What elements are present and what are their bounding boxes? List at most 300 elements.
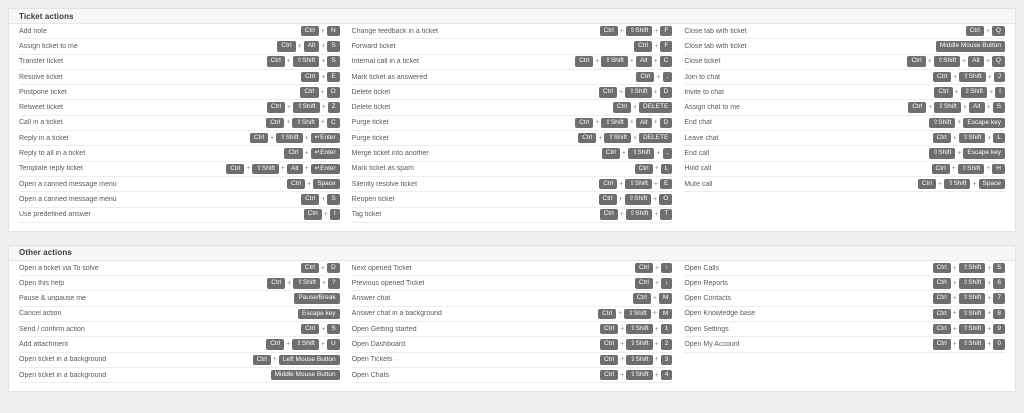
shortcut-row — [19, 55, 340, 70]
key-badge: ↵Enter — [311, 133, 340, 144]
shortcut-label: Reply to all in a ticket — [19, 150, 86, 158]
shortcut-label: Open Knowledge base — [684, 310, 756, 318]
plus-separator: + — [957, 119, 962, 127]
key-badge: Ctrl — [250, 133, 268, 144]
shortcut-label: Change feedback in a ticket — [351, 27, 439, 35]
plus-separator: + — [620, 325, 625, 333]
plus-separator: + — [304, 150, 309, 158]
shortcut-row — [684, 146, 1005, 161]
shortcut-label: End chat — [684, 119, 712, 127]
shortcut-keys — [933, 278, 1005, 289]
key-badge: ⇧Shift — [959, 72, 985, 83]
key-badge: Ctrl — [918, 179, 936, 190]
shortcut-label: Merge ticket into another — [351, 150, 429, 158]
section-title: Ticket actions — [19, 11, 74, 21]
key-badge: Ctrl — [301, 72, 319, 83]
key-badge: ⇧Shift — [959, 309, 985, 320]
key-badge: Alt — [304, 41, 320, 52]
plus-separator: + — [653, 88, 658, 96]
shortcut-label: Open ticket in a background — [19, 356, 107, 364]
key-badge: ⇧Shift — [626, 324, 652, 335]
shortcut-label: Purge ticket — [351, 134, 389, 142]
shortcut-label: Mute call — [684, 180, 713, 188]
shortcut-label: Close tab with ticket — [684, 27, 747, 35]
plus-separator: + — [619, 180, 624, 188]
shortcut-label: Use predefined answer — [19, 211, 91, 219]
shortcut-row — [684, 131, 1005, 146]
plus-separator: + — [321, 325, 326, 333]
shortcut-row — [19, 131, 340, 146]
key-badge: I — [330, 209, 340, 220]
shortcut-label: Purge ticket — [351, 119, 389, 127]
key-badge: Ctrl — [575, 118, 593, 129]
key-badge: ⇧Shift — [934, 102, 960, 113]
shortcut-keys — [250, 133, 340, 144]
plus-separator: + — [952, 310, 957, 318]
shortcut-row — [19, 337, 340, 352]
plus-separator: + — [595, 119, 600, 127]
shortcut-row — [19, 162, 340, 177]
shortcut-row — [684, 307, 1005, 322]
plus-separator: + — [654, 371, 659, 379]
shortcut-keys — [301, 194, 340, 205]
plus-separator: + — [985, 58, 990, 66]
shortcut-label: Leave chat — [684, 134, 719, 142]
key-badge: Ctrl — [267, 102, 285, 113]
plus-separator: + — [287, 104, 292, 112]
shortcut-label: Open Reports — [684, 279, 728, 287]
shortcut-row — [352, 208, 673, 223]
shortcut-keys — [600, 209, 673, 220]
key-badge: T — [660, 209, 672, 220]
plus-separator: + — [632, 104, 638, 112]
key-badge: ⇧Shift — [624, 309, 650, 320]
key-badge: E — [327, 72, 339, 83]
shortcut-row — [352, 24, 673, 39]
shortcut-label: Close tab with ticket — [684, 42, 747, 50]
plus-separator: + — [654, 279, 660, 287]
key-badge: S — [327, 194, 339, 205]
shortcut-label: Retweet ticket — [19, 104, 63, 112]
shortcut-label: Template reply ticket — [19, 165, 83, 173]
shortcut-row — [19, 208, 340, 223]
key-badge: S — [327, 41, 339, 52]
shortcut-keys — [908, 102, 1005, 113]
plus-separator: + — [952, 264, 957, 272]
key-badge: Ctrl — [277, 41, 295, 52]
key-badge: ⇧Shift — [959, 339, 985, 350]
key-badge: Ctrl — [600, 370, 618, 381]
key-badge: Ctrl — [908, 102, 926, 113]
key-badge: Ctrl — [287, 179, 305, 190]
plus-separator: + — [952, 325, 957, 333]
key-badge: Ctrl — [634, 41, 652, 52]
shortcut-keys — [602, 148, 673, 159]
plus-separator: + — [654, 27, 659, 35]
key-badge: F — [660, 26, 672, 37]
shortcut-label: Previous opened Ticket — [351, 279, 425, 287]
plus-separator: + — [280, 165, 285, 173]
plus-separator: + — [320, 88, 325, 96]
shortcut-row — [352, 100, 673, 115]
shortcut-label: Silently resolve ticket — [351, 180, 418, 188]
shortcut-row — [684, 116, 1005, 131]
shortcut-label: Pause & unpause me — [19, 295, 86, 303]
plus-separator: + — [654, 42, 659, 50]
key-badge: ⇧Shift — [625, 194, 651, 205]
plus-separator: + — [304, 165, 309, 173]
plus-separator: + — [320, 340, 325, 348]
key-badge: M — [659, 309, 672, 320]
key-badge: ? — [328, 278, 340, 289]
key-badge: Ctrl — [599, 179, 617, 190]
shortcut-label: Open a ticket via To solve — [19, 264, 99, 272]
key-badge: J — [994, 72, 1005, 83]
shortcut-row — [684, 322, 1005, 337]
shortcut-label: Add note — [19, 27, 48, 35]
key-badge: Ctrl — [613, 102, 631, 113]
key-badge: Ctrl — [267, 278, 285, 289]
shortcut-row — [352, 55, 673, 70]
shortcut-label: Open Getting started — [351, 325, 417, 333]
key-badge: Ctrl — [575, 56, 593, 67]
plus-separator: + — [987, 73, 992, 81]
plus-separator: + — [287, 279, 292, 287]
shortcut-label: Call in a ticket — [19, 119, 63, 127]
shortcut-label: Delete ticket — [351, 88, 391, 96]
plus-separator: + — [323, 211, 328, 219]
key-badge: 6 — [993, 278, 1005, 289]
key-badge: Ctrl — [933, 72, 951, 83]
plus-separator: + — [321, 195, 326, 203]
shortcut-row — [352, 261, 673, 276]
shortcut-row — [19, 100, 340, 115]
shortcut-keys — [600, 324, 672, 335]
plus-separator: + — [620, 371, 625, 379]
shortcut-label: Open Tickets — [351, 356, 393, 364]
shortcut-column — [684, 261, 1005, 353]
key-badge: ↵Enter — [311, 148, 340, 159]
plus-separator: + — [951, 165, 956, 173]
plus-separator: + — [618, 310, 623, 318]
section-title: Other actions — [19, 248, 72, 258]
shortcut-row — [352, 192, 673, 207]
shortcut-keys — [600, 26, 673, 37]
plus-separator: + — [952, 134, 957, 142]
shortcut-keys — [267, 278, 339, 289]
key-badge: ⇧Shift — [601, 118, 627, 129]
key-badge: ⇧Shift — [959, 263, 985, 274]
shortcut-keys — [575, 56, 672, 67]
plus-separator: + — [654, 325, 659, 333]
shortcut-row — [352, 85, 673, 100]
key-badge: C — [660, 56, 673, 67]
shortcut-label: End call — [684, 150, 710, 158]
plus-separator: + — [272, 356, 277, 364]
key-badge: Ctrl — [266, 339, 284, 350]
shortcut-label: Answer chat in a background — [351, 310, 442, 318]
key-badge: Ctrl — [600, 355, 618, 366]
plus-separator: + — [620, 340, 625, 348]
key-badge: Ctrl — [907, 56, 925, 67]
shortcut-keys — [600, 355, 672, 366]
shortcut-keys — [575, 118, 672, 129]
key-badge: Ctrl — [226, 164, 244, 175]
shortcut-keys — [966, 26, 1005, 37]
key-badge: ⇧Shift — [959, 324, 985, 335]
plus-separator: + — [652, 310, 657, 318]
plus-separator: + — [987, 310, 992, 318]
shortcut-row — [684, 55, 1005, 70]
shortcut-keys — [294, 293, 339, 304]
plus-separator: + — [656, 150, 661, 158]
shortcut-keys — [267, 56, 340, 67]
plus-separator: + — [928, 104, 933, 112]
shortcut-label: Reopen ticket — [351, 195, 395, 203]
shortcut-row — [19, 368, 340, 383]
plus-separator: + — [652, 295, 657, 303]
shortcut-label: Open My Account — [684, 340, 740, 348]
key-badge: ⇧Shift — [626, 209, 652, 220]
section-header — [9, 246, 1015, 261]
key-badge: Ctrl — [933, 293, 951, 304]
shortcut-keys — [907, 56, 1005, 67]
shortcut-row — [352, 368, 673, 383]
key-badge: 8 — [993, 309, 1005, 320]
shortcut-column — [19, 24, 340, 223]
plus-separator: + — [987, 279, 992, 287]
plus-separator: + — [987, 325, 992, 333]
plus-separator: + — [654, 340, 659, 348]
key-badge: ⇧Shift — [626, 339, 652, 350]
plus-separator: + — [320, 119, 325, 127]
key-badge: 5 — [993, 263, 1005, 274]
shortcut-label: Hold call — [684, 165, 712, 173]
shortcut-row — [352, 39, 673, 54]
plus-separator: + — [653, 180, 658, 188]
plus-separator: + — [621, 150, 626, 158]
key-badge: Ctrl — [304, 209, 322, 220]
shortcut-keys — [933, 133, 1005, 144]
key-badge: ⇧Shift — [626, 26, 652, 37]
key-badge: Pause/Break — [294, 293, 339, 304]
plus-separator: + — [653, 195, 658, 203]
key-badge: Ctrl — [300, 87, 318, 98]
key-badge: 2 — [661, 339, 673, 350]
plus-separator: + — [595, 58, 600, 66]
shortcut-label: Cancel action — [19, 310, 62, 318]
plus-separator: + — [986, 165, 991, 173]
plus-separator: + — [962, 58, 967, 66]
shortcut-row — [19, 261, 340, 276]
key-badge: Middle Mouse Button — [936, 41, 1005, 52]
shortcut-label: Add attachment — [19, 340, 69, 348]
key-badge: Alt — [969, 102, 985, 113]
shortcut-keys — [266, 118, 339, 129]
shortcut-row — [684, 261, 1005, 276]
plus-separator: + — [987, 295, 992, 303]
key-badge: Ctrl — [933, 309, 951, 320]
key-badge: Alt — [287, 164, 303, 175]
key-badge: O — [327, 87, 340, 98]
plus-separator: + — [952, 279, 957, 287]
section-other-actions — [8, 245, 1016, 392]
key-badge: ⇧Shift — [944, 179, 970, 190]
shortcut-keys — [635, 164, 673, 175]
shortcut-row — [684, 291, 1005, 306]
key-badge: ↑ — [661, 263, 672, 274]
key-badge: ⇧Shift — [276, 133, 302, 144]
plus-separator: + — [304, 134, 309, 142]
plus-separator: + — [286, 58, 291, 66]
key-badge: ⇧Shift — [626, 370, 652, 381]
plus-separator: + — [957, 150, 962, 158]
shortcut-label: Open a canned message menu — [19, 180, 117, 188]
shortcut-keys — [600, 339, 672, 350]
shortcut-keys — [226, 164, 339, 175]
shortcut-row — [684, 276, 1005, 291]
shortcut-keys — [633, 293, 673, 304]
shortcut-label: Assign ticket to me — [19, 42, 78, 50]
shortcut-keys — [934, 87, 1005, 98]
plus-separator: + — [953, 73, 958, 81]
section-header — [9, 9, 1015, 24]
shortcut-column — [352, 24, 673, 223]
plus-separator: + — [972, 180, 977, 188]
key-badge: Ctrl — [635, 164, 653, 175]
shortcut-label: Forward ticket — [351, 42, 396, 50]
shortcut-keys — [301, 263, 340, 274]
shortcut-keys — [301, 72, 340, 83]
shortcut-keys — [613, 102, 673, 113]
shortcut-keys — [301, 324, 340, 335]
key-badge: ⇧Shift — [959, 293, 985, 304]
key-badge: Ctrl — [600, 209, 618, 220]
shortcut-row — [684, 70, 1005, 85]
key-badge: Ctrl — [301, 263, 319, 274]
key-badge: Escape key — [298, 309, 340, 320]
key-badge: ⇧Shift — [961, 87, 987, 98]
shortcut-row — [684, 85, 1005, 100]
plus-separator: + — [653, 119, 658, 127]
shortcut-row — [352, 291, 673, 306]
shortcut-keys — [267, 102, 340, 113]
shortcut-label: Mark ticket as answered — [351, 73, 428, 81]
key-badge: Ctrl — [598, 309, 616, 320]
shortcut-keys — [933, 324, 1005, 335]
plus-separator: + — [320, 264, 325, 272]
shortcut-row — [684, 100, 1005, 115]
key-badge: Ctrl — [599, 87, 617, 98]
shortcut-row — [19, 307, 340, 322]
shortcut-column — [352, 261, 673, 383]
shortcut-label: Answer chat — [351, 295, 391, 303]
key-badge: 0 — [993, 339, 1005, 350]
key-badge: ⇧Shift — [601, 56, 627, 67]
plus-separator: + — [297, 42, 302, 50]
plus-separator: + — [286, 119, 291, 127]
key-badge: 4 — [661, 370, 673, 381]
key-badge: Left Mouse Button — [279, 355, 340, 366]
plus-separator: + — [654, 211, 659, 219]
plus-separator: + — [654, 165, 659, 173]
shortcut-column — [684, 24, 1005, 192]
key-badge: D — [660, 118, 673, 129]
shortcut-row — [19, 322, 340, 337]
shortcut-label: Reply in a ticket — [19, 134, 69, 142]
shortcut-label: Postpone ticket — [19, 88, 67, 96]
plus-separator: + — [986, 104, 991, 112]
section-ticket-actions — [8, 8, 1016, 232]
key-badge: S — [327, 324, 339, 335]
shortcut-keys — [635, 263, 672, 274]
shortcut-keys — [266, 339, 339, 350]
plus-separator: + — [598, 134, 603, 142]
key-badge: Alt — [636, 118, 652, 129]
shortcut-label: Mark ticket as spam — [351, 165, 414, 173]
key-badge: Escape key — [963, 148, 1005, 159]
key-badge: ⇧Shift — [625, 87, 651, 98]
shortcut-row — [352, 131, 673, 146]
shortcut-label: Open Chats — [351, 371, 390, 379]
key-badge: ⇧Shift — [958, 164, 984, 175]
plus-separator: + — [629, 58, 634, 66]
shortcut-keys — [287, 179, 340, 190]
shortcut-label: Open this help — [19, 279, 65, 287]
shortcut-row — [352, 177, 673, 192]
key-badge: U — [327, 339, 340, 350]
shortcut-row — [352, 162, 673, 177]
shortcut-column — [19, 261, 340, 383]
shortcut-label: Open ticket in a background — [19, 371, 107, 379]
key-badge: O — [659, 194, 672, 205]
key-badge: F — [660, 41, 672, 52]
key-badge: S — [327, 56, 339, 67]
key-badge: Ctrl — [301, 324, 319, 335]
key-badge: . — [663, 72, 673, 83]
key-badge: Ctrl — [933, 263, 951, 274]
shortcut-label: Tag ticket — [351, 211, 382, 219]
shortcut-keys — [300, 87, 339, 98]
key-badge: ⇧Shift — [929, 148, 955, 159]
shortcut-keys — [599, 87, 672, 98]
plus-separator: + — [632, 134, 638, 142]
shortcut-row — [352, 337, 673, 352]
key-badge: 9 — [993, 324, 1005, 335]
plus-separator: + — [987, 134, 992, 142]
key-badge: S — [993, 102, 1005, 113]
shortcut-row — [352, 70, 673, 85]
plus-separator: + — [618, 195, 623, 203]
shortcut-label: Open Dashboard — [351, 340, 405, 348]
key-badge: ⇧Shift — [293, 102, 319, 113]
key-badge: Ctrl — [636, 72, 654, 83]
key-badge: DELETE — [639, 133, 672, 144]
key-badge: Ctrl — [932, 164, 950, 175]
shortcut-keys — [933, 72, 1005, 83]
shortcut-keys — [578, 133, 672, 144]
plus-separator: + — [962, 104, 967, 112]
plus-separator: + — [321, 279, 327, 287]
key-badge: Ctrl — [933, 324, 951, 335]
shortcut-keys — [929, 118, 1005, 129]
plus-separator: + — [937, 180, 942, 188]
shortcut-row — [684, 337, 1005, 352]
key-badge: Ctrl — [600, 26, 618, 37]
shortcut-keys — [918, 179, 1005, 190]
shortcut-row — [352, 307, 673, 322]
plus-separator: + — [987, 340, 992, 348]
